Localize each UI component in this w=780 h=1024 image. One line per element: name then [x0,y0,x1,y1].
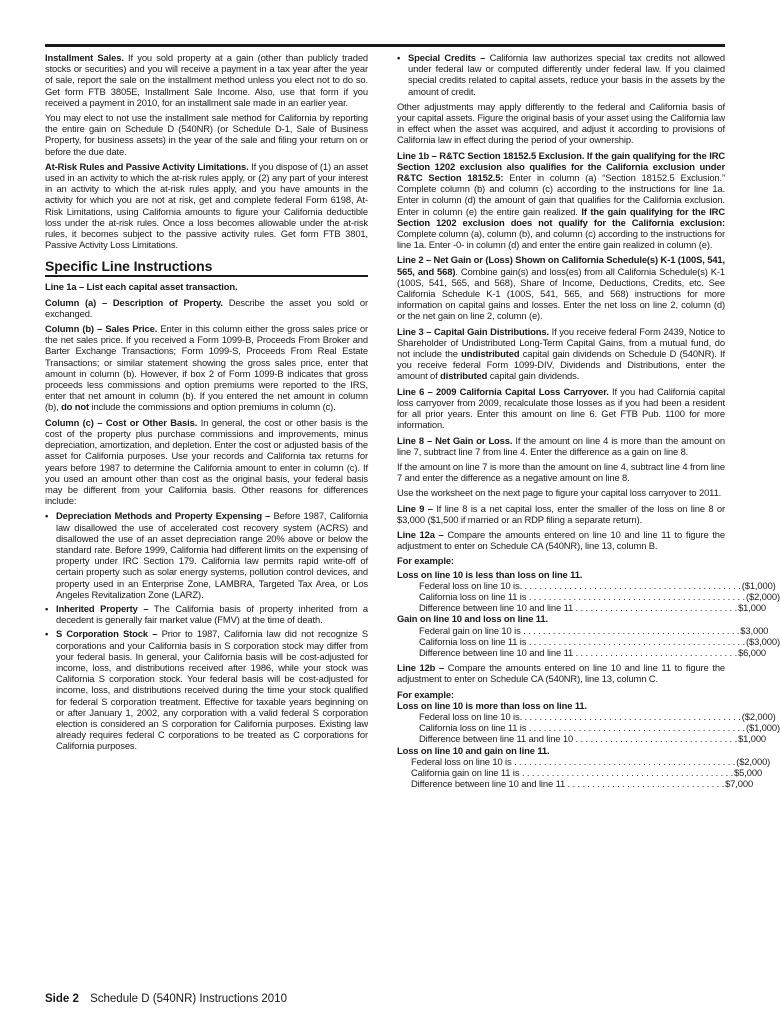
line-12b-text: Compare the amounts entered on line 10 and line 11 to figure the adjustment to enter on Schedule CA (540NR), line 13, column C. [397,662,726,685]
line-6-heading: Line 6 – 2009 California Capital Loss Carryover. [397,385,609,397]
example-row-value: $3,000 [740,624,769,636]
column-b-paragraph [45,323,368,413]
line-12a-heading: Line 12a – [397,528,444,540]
column-b-text: Enter in this column either the gross sales price or the net sales price. If you received a Form 1099-B, Proceeds From Broker and Barter Exchange Transactions; Form 1099-S, Proceeds From Real Estate Transactions; or similar statement showing the gross sales price, enter that amount in column (b). However, if box 2 of Form 1099-B indicates that gross proceeds less commissions and option premiums were reported to the IRS, enter that net amount in column (b). If you entered the net amount in column (b), [45,323,368,413]
example-row [397,710,776,722]
line-2-text: . Combine gain(s) and loss(es) from all California Schedule(s) K-1 (100S, 541, 565, and 568), Share of Income, Deductions, Credits, etc. See California Schedule K-1 (100S, 541, 565, and 568) instructions for more information on capital gains and losses. Enter the net loss on line 2, column (d) or the net gain on line 2, column (e). [397,265,725,322]
column-b-emphasis: do not [61,401,89,413]
column-a-heading: Column (a) – Description of Property. [45,296,223,308]
section-heading: Specific Line Instructions [45,258,213,275]
example-row [397,579,776,591]
for-example-label: For example: [397,555,454,567]
line-12b-paragraph [397,662,725,684]
line-2-paragraph [397,254,725,321]
line-3-text-mid: capital gain dividends on Schedule D (540NR). If you receive federal Form 1099-DIV, Dividends and Distributions, enter the amount of [397,348,725,382]
line-8-heading: Line 8 – Net Gain or Loss. [397,434,513,446]
example-row-value: ($2,000) [736,755,771,767]
list-item [397,52,725,97]
example-row-label: Difference between line 10 and line 11 . . . . . . . . . . . . . . . . . . . . . . . . . . . . . . . . . [419,646,738,658]
example-row [397,646,767,658]
example-row-label: California loss on line 11 is . . . . . . . . . . . . . . . . . . . . . . . . . . . . . . . . . . . . . . . . . . . . [419,722,745,734]
example-row-value: ($3,000) [746,635,780,647]
line-1b-paragraph [397,150,725,251]
example-row-value: ($1,000) [741,579,776,591]
example-row [397,722,780,734]
example-row-value: ($2,000) [741,710,776,722]
example-heading: Loss on line 10 is less than loss on line 11. [397,568,583,580]
example-heading: Loss on line 10 and gain on line 11. [397,744,550,756]
example-row-label: Federal loss on line 10 is. . . . . . . . . . . . . . . . . . . . . . . . . . . . . . . . . . . . . . . . . . . . . [419,579,741,591]
installment-sales-heading: Installment Sales. [45,52,124,63]
bullet-marker: • [397,52,401,63]
line-9-heading: Line 9 – [397,502,433,514]
line-6-text: If you had California capital loss carryover from 2009, recalculate those losses as if you had been a resident for all prior years. Enter this amount on line 6. Get FTB Pub. 1100 for more information. [397,385,725,431]
line-1b-text: Enter in column (a) “Section 18152.5 Exclusion.” Complete column (b) and column (c) according to the instructions for line 1a. Enter in column (d) the amount of gain that qualifies for the California exclusion. Enter in column (e) the entire gain realized. [397,172,725,217]
section-heading-rule [45,275,368,277]
left-column [45,52,368,756]
example-row-value: $6,000 [738,646,767,658]
line-3-paragraph [397,326,725,382]
list-item-text: California law authorizes special tax credits not allowed under federal law or computed differently under federal law. If you claimed special credits related to capital assets, reduce your basis in the assets by the amount of credit. [408,52,725,97]
example-row-value: ($2,000) [746,590,780,602]
line-6-paragraph [397,386,725,431]
column-b-heading: Column (b) – Sales Price. [45,323,158,335]
footer-title: Schedule D (540NR) Instructions 2010 [90,993,287,1005]
at-risk-text: If you dispose of (1) an asset used in an activity to which the at-risk rules apply, or (2) any part of your interest in an activity to which the at-risk rules apply, and you have amounts in the activity for which you are not at risk, get and complete federal Form 6198, At-Risk Limitations, using California amounts to figure your California deductible loss under the at-risk rules. Once a loss becomes allowable under the at-risk rules, it becomes subject to the passive activity rules. Get form FTB 3801, Passive Activity Loss Limitations. [45,160,369,251]
for-example-label: For example: [397,688,454,700]
column-c-text: In general, the cost or other basis is the cost of the property plus purchase commissions and improvements, minus depreciation, amortization, and depletion. Enter the cost or adjusted basis of the asset for California purposes. Use your records and California tax returns for years before 1987 to determine the California amount to enter in column (c). If you used an amount other than cost as the original basis, your federal basis may be different from your California basis. Other reasons for differences include: [45,416,368,507]
column-a-paragraph [45,297,368,319]
line-12a-paragraph [397,529,725,551]
line-2-heading: Line 2 – Net Gain or (Loss) Shown on California Schedule(s) K-1 (100S, 541, 565, and 568) [397,254,725,277]
bullet-marker: • [45,602,49,614]
line-8-text: If the amount on line 4 is more than the amount on line 7, subtract line 7 from line 4. Enter the difference as a gain on line 8. [397,434,725,457]
example-row-label: California loss on line 11 is . . . . . . . . . . . . . . . . . . . . . . . . . . . . . . . . . . . . . . . . . . . . [419,590,745,602]
list-item-heading: Special Credits – [408,52,486,63]
example-row [397,766,763,778]
list-item-heading: Inherited Property – [56,602,149,614]
example-row-label: California loss on line 11 is . . . . . . . . . . . . . . . . . . . . . . . . . . . . . . . . . . . . . . . . . . . . [419,635,745,647]
example-row [397,635,780,647]
example-block-12b [397,688,780,790]
list-item [45,603,368,625]
line-8-paragraph-3: Use the worksheet on the next page to figure your capital loss carryover to 2011. [397,487,722,499]
line-8-paragraph [397,435,725,457]
example-row [397,624,769,636]
line-1b-subheading: If the gain qualifying for the IRC Section 1202 exclusion does not qualify for the California exclusion: [397,205,725,228]
example-row-label: Difference between line 10 and line 11 . . . . . . . . . . . . . . . . . . . . . . . . . . . . . . . . [411,778,725,790]
line-3-heading: Line 3 – Capital Gain Distributions. [397,325,549,337]
bullet-marker: • [45,510,49,522]
line-3-text: If you receive federal Form 2439, Notice to Shareholder of Undistributed Long-Term Capital Gains, from a mutual fund, do not include the [397,325,725,360]
column-c-heading: Column (c) – Cost or Other Basis. [45,416,198,428]
list-item [45,510,368,600]
top-rule [45,44,725,47]
example-row-value: $1,000 [738,602,767,614]
line-12a-text: Compare the amounts entered on line 10 and line 11 to figure the adjustment to enter on Schedule CA (540NR), line 13, column B. [397,528,725,552]
basis-differences-list [45,510,368,751]
column-b-text-end: include the commissions and option premiums in column (c). [89,401,336,413]
line-1b-heading: Line 1b – R&TC Section 18152.5 Exclusion. If the gain qualifying for the IRC Section 1202 exclusion also qualifies for the California exclusion under R&TC Section 18152.5: [397,149,725,184]
page-number: Side 2 [45,993,79,1005]
special-credits-list [397,52,725,97]
line-3-emphasis: undistributed [461,348,520,360]
example-row-label: Difference between line 11 and line 10 . . . . . . . . . . . . . . . . . . . . . . . . . . . . . . . . . [419,733,738,745]
installment-election-paragraph: You may elect to not use the installment sale method for California by reporting the entire gain on Schedule D (540NR) (or Schedule D-1, Sale of Business Property, for business assets) in the year of the sale and filing your return on or before the due date. [45,112,368,157]
list-item [45,628,368,751]
list-item-text: Prior to 1987, California law did not recognize S corporations and your California basis in S corporation stock may differ from your federal basis. In general, your California basis will be cost-adjusted for income, loss, and distributions received after 1986, while your stock was California S corporation stock. Your federal basis will be cost-adjusted for income, loss, and distributions received during the time your stock qualified for federal S corporation treatment. Effective for taxable years beginning on or after January 1, 2002, any corporation with a valid federal S corporation election is considered an S corporation for California purposes. Existing law already requires federal C corporations to be treated as C corporations for California purposes. [56,628,368,752]
line-9-text: If line 8 is a net capital loss, enter the smaller of the loss on line 8 or $3,000 ($1,500 if married or an RDP filing a separate return). [397,502,725,525]
example-row-label: Difference between line 10 and line 11 . . . . . . . . . . . . . . . . . . . . . . . . . . . . . . . . . [419,602,738,614]
installment-sales-paragraph [45,52,368,108]
installment-sales-text: If you sold property at a gain (other than publicly traded stocks or securities) and you will receive a payment in a tax year after the year of sale, report the sale on the installment method unless you elect not to do so. Get form FTB 3805E, Installment Sale Income. Also, use that form if you received a payment in 2010, for an installment sale made in an earlier year. [45,52,369,108]
line-1b-text-end: Complete column (a), column (b), and column (c) according to the instructions for line 1a. Enter -0- in column (d) and enter the entire gain realized in column (e). [397,228,725,251]
column-a-text: Describe the asset you sold or exchanged. [45,296,368,319]
example-row-value: $5,000 [734,766,763,778]
example-row-label: Federal loss on line 10 is . . . . . . . . . . . . . . . . . . . . . . . . . . . . . . . . . . . . . . . . . . . . . [411,755,736,767]
example-row [397,733,767,745]
at-risk-paragraph [45,161,368,251]
line-3-text-end: capital gain dividends. [487,370,580,382]
example-row [397,778,754,790]
line-8-paragraph-2: If the amount on line 7 is more than the amount on line 4, subtract line 4 from line 7 and enter the difference as a negative amount on line 8. [397,460,725,484]
line-1a-heading: Line 1a – List each capital asset transaction. [45,281,238,293]
page-footer [45,993,287,1005]
example-row-value: $1,000 [738,733,767,745]
line-9-paragraph [397,503,725,525]
list-item-heading: S Corporation Stock – [56,628,158,640]
bullet-marker: • [45,628,49,640]
example-heading: Loss on line 10 is more than loss on line 11. [397,699,587,711]
other-adjustments-paragraph: Other adjustments may apply differently to the federal and California basis of your capital assets. Figure the original basis of your asset using the California law in effect when the asset was acquired, and adjust it according to provisions of California law in effect during the period of your ownership. [397,100,725,146]
example-row [397,602,767,614]
example-row-label: California gain on line 11 is . . . . . . . . . . . . . . . . . . . . . . . . . . . . . . . . . . . . . . . . . . . [411,766,734,778]
line-12b-heading: Line 12b – [397,662,445,674]
list-item-text: The California basis of property inherited from a decedent is generally fair market value (FMV) at the time of death. [56,602,368,626]
example-block-12a [397,555,780,658]
at-risk-heading: At-Risk Rules and Passive Activity Limitations. [45,160,249,172]
example-row [397,590,780,602]
example-row-value: $7,000 [725,778,754,790]
right-column [397,52,780,793]
example-heading: Gain on line 10 and loss on line 11. [397,613,548,625]
example-row-label: Federal loss on line 10 is. . . . . . . . . . . . . . . . . . . . . . . . . . . . . . . . . . . . . . . . . . . . . [419,710,741,722]
example-row-value: ($1,000) [746,722,780,734]
column-c-paragraph [45,417,368,507]
list-item-text: Before 1987, California law disallowed the use of accelerated cost recovery system (ACRS) and disallowed the use of an asset depreciation range 20% above or below the standard rate. Before 1999, California had different limits on the expensing of property under IRC Section 179. California law permits rapid write-off of certain property such as solar energy systems, pollution control devices, and property used in an Enterprise Zone, LAMBRA, Targeted Tax Area, or Los Angeles Revitalization Zone (LARZ). [56,510,368,600]
line-3-emphasis-2: distributed [440,370,488,382]
example-row [397,755,771,767]
example-row-label: Federal gain on line 10 is . . . . . . . . . . . . . . . . . . . . . . . . . . . . . . . . . . . . . . . . . . . . [419,624,740,636]
list-item-heading: Depreciation Methods and Property Expensing – [56,510,271,522]
